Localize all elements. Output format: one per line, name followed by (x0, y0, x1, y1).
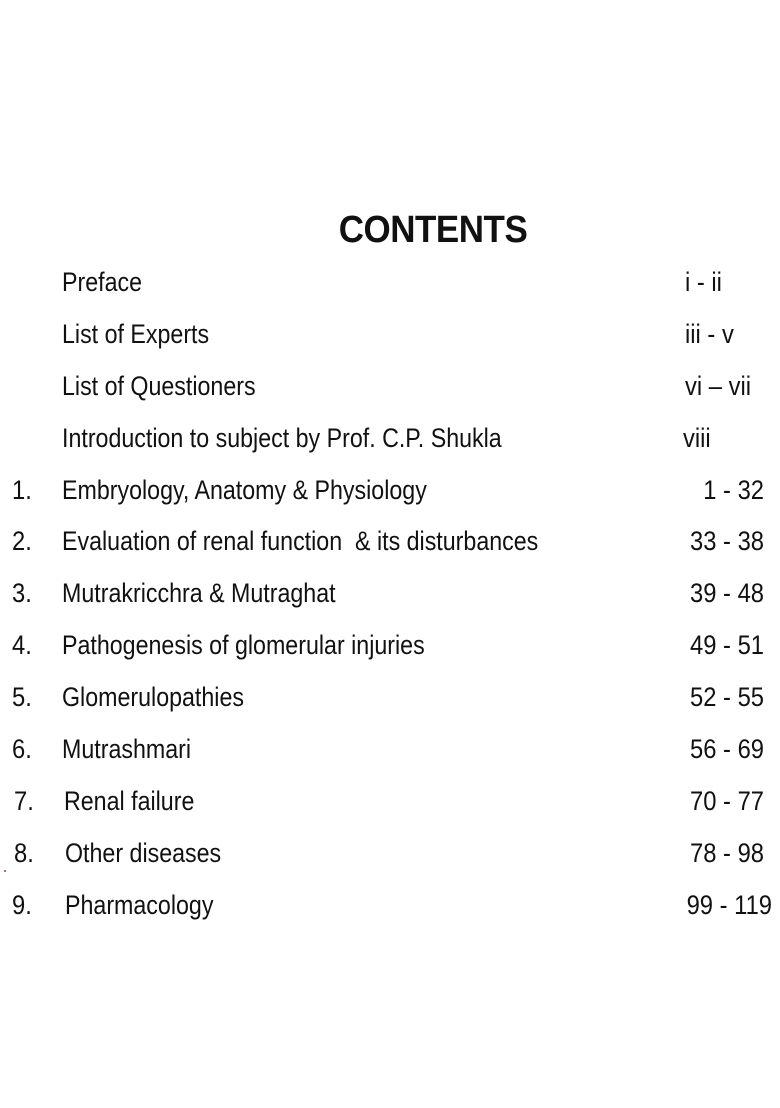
toc-entry-pages: 52 - 55 (690, 682, 764, 712)
chapter-number: 2. (12, 526, 32, 556)
page-title: CONTENTS (338, 209, 528, 252)
toc-entry-label: Other diseases (65, 838, 222, 868)
toc-entry-label: List of Experts (62, 319, 210, 349)
chapter-number: 5. (12, 682, 32, 712)
toc-chapter-1 (0, 472, 780, 508)
toc-entry-label: Evaluation of renal function & its disturbances (62, 526, 539, 556)
toc-entry-label: Pharmacology (65, 890, 214, 920)
toc-entry-label: Introduction to subject by Prof. C.P. Shukla (62, 423, 502, 453)
scan-speck (4, 870, 6, 872)
chapter-number: 1. (12, 475, 32, 505)
chapter-number: 6. (12, 734, 32, 764)
toc-entry-pages: vi – vii (685, 371, 752, 401)
chapter-number: 8. (14, 838, 34, 868)
toc-entry-label: Mutrakricchra & Mutraghat (62, 578, 336, 608)
toc-chapter-6 (0, 731, 780, 767)
toc-entry-label: Preface (62, 267, 143, 297)
toc-chapter-9 (0, 887, 780, 923)
chapter-number: 9. (12, 890, 32, 920)
toc-entry-label: List of Questioners (62, 371, 256, 401)
toc-entry-pages: 33 - 38 (690, 526, 764, 556)
toc-entry-label: Embryology, Anatomy & Physiology (62, 475, 427, 505)
toc-entry-label: Renal failure (64, 786, 195, 816)
toc-entry-introduction (0, 420, 780, 456)
chapter-number: 7. (14, 786, 34, 816)
toc-entry-pages: 56 - 69 (690, 734, 764, 764)
toc-entry-pages: 1 - 32 (703, 475, 764, 505)
toc-entry-label: Mutrashmari (62, 734, 192, 764)
toc-entry-pages: viii (683, 423, 711, 453)
chapter-number: 3. (12, 578, 32, 608)
toc-chapter-8 (0, 835, 780, 871)
toc-entry-pages: 70 - 77 (690, 786, 764, 816)
toc-entry-pages: 78 - 98 (690, 838, 764, 868)
toc-entry-pages: i - ii (685, 267, 722, 297)
toc-entry-preface (0, 264, 780, 300)
toc-chapter-2 (0, 523, 780, 559)
toc-chapter-4 (0, 627, 780, 663)
toc-entry-label: Pathogenesis of glomerular injuries (62, 630, 425, 660)
toc-entry-pages: 99 - 119 (686, 890, 772, 920)
chapter-number: 4. (12, 630, 32, 660)
toc-chapter-5 (0, 679, 780, 715)
toc-entry-list-of-experts (0, 316, 780, 352)
toc-entry-label: Glomerulopathies (62, 682, 244, 712)
toc-entry-pages: iii - v (685, 319, 734, 349)
toc-entry-pages: 39 - 48 (690, 578, 764, 608)
toc-entry-pages: 49 - 51 (690, 630, 764, 660)
toc-chapter-7 (0, 783, 780, 819)
toc-chapter-3 (0, 575, 780, 611)
toc-entry-list-of-questioners (0, 368, 780, 404)
